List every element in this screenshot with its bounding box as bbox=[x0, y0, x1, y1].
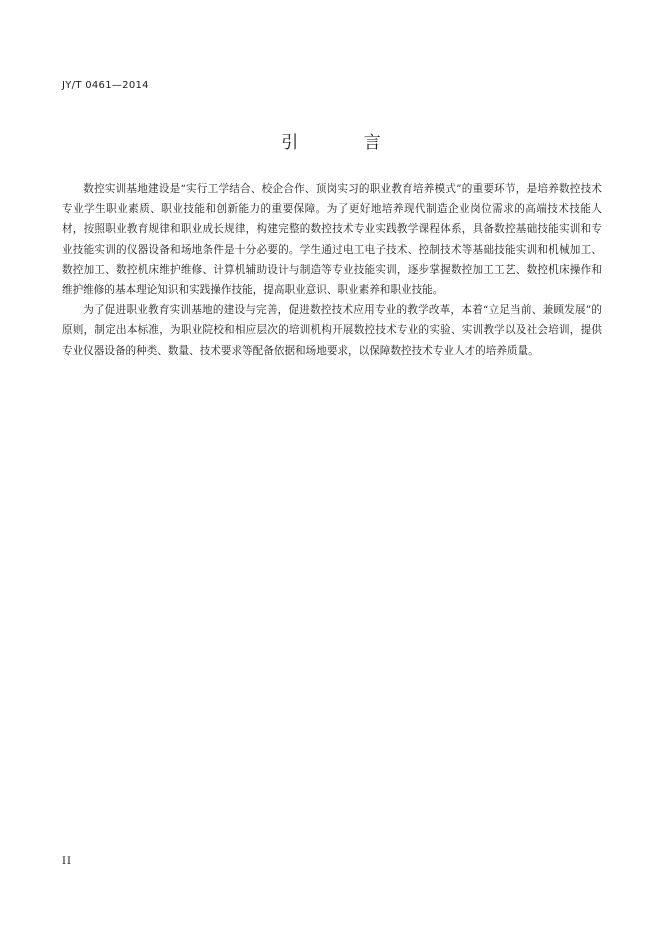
document-code: JY/T 0461—2014 bbox=[62, 80, 149, 91]
section-title: 引 言 bbox=[281, 133, 411, 153]
paragraph-1: 数控实训基地建设是“实行工学结合、校企合作、顶岗实习的职业教育培养模式”的重要环节，是培养数控技术专业学生职业素质、职业技能和创新能力的重要保障。为了更好地培养现代制造企业岗位需求的高端技术技能人材，按照职业教育规律和职业成长规律，构建完整的数控技术专业实践教学课程体系，具备数控基础技能实训和专业技能实训的仪器设备和场地条件是十分必要的。学生通过电工电子技术、控制技术等基础技能实训和机械加工、数控加工、数控机床维护维修、计算机辅助设计与制造等专业技能实训，逐步掌握数控加工工艺、数控机床操作和维护维修的基本理论知识和实践操作技能，提高职业意识、职业素养和职业技能。 bbox=[62, 183, 602, 297]
page-number: II bbox=[62, 856, 72, 867]
body-text bbox=[62, 179, 602, 361]
paragraph-2: 为了促进职业教育实训基地的建设与完善，促进数控技术应用专业的教学改革，本着“立足当前、兼顾发展”的原则，制定出本标准，为职业院校和相应层次的培训机构开展数控技术专业的实验、实训教学以及社会培训，提供专业仪器设备的种类、数量、技术要求等配备依据和场地要求，以保障数控技术专业人才的培养质量。 bbox=[62, 304, 602, 357]
